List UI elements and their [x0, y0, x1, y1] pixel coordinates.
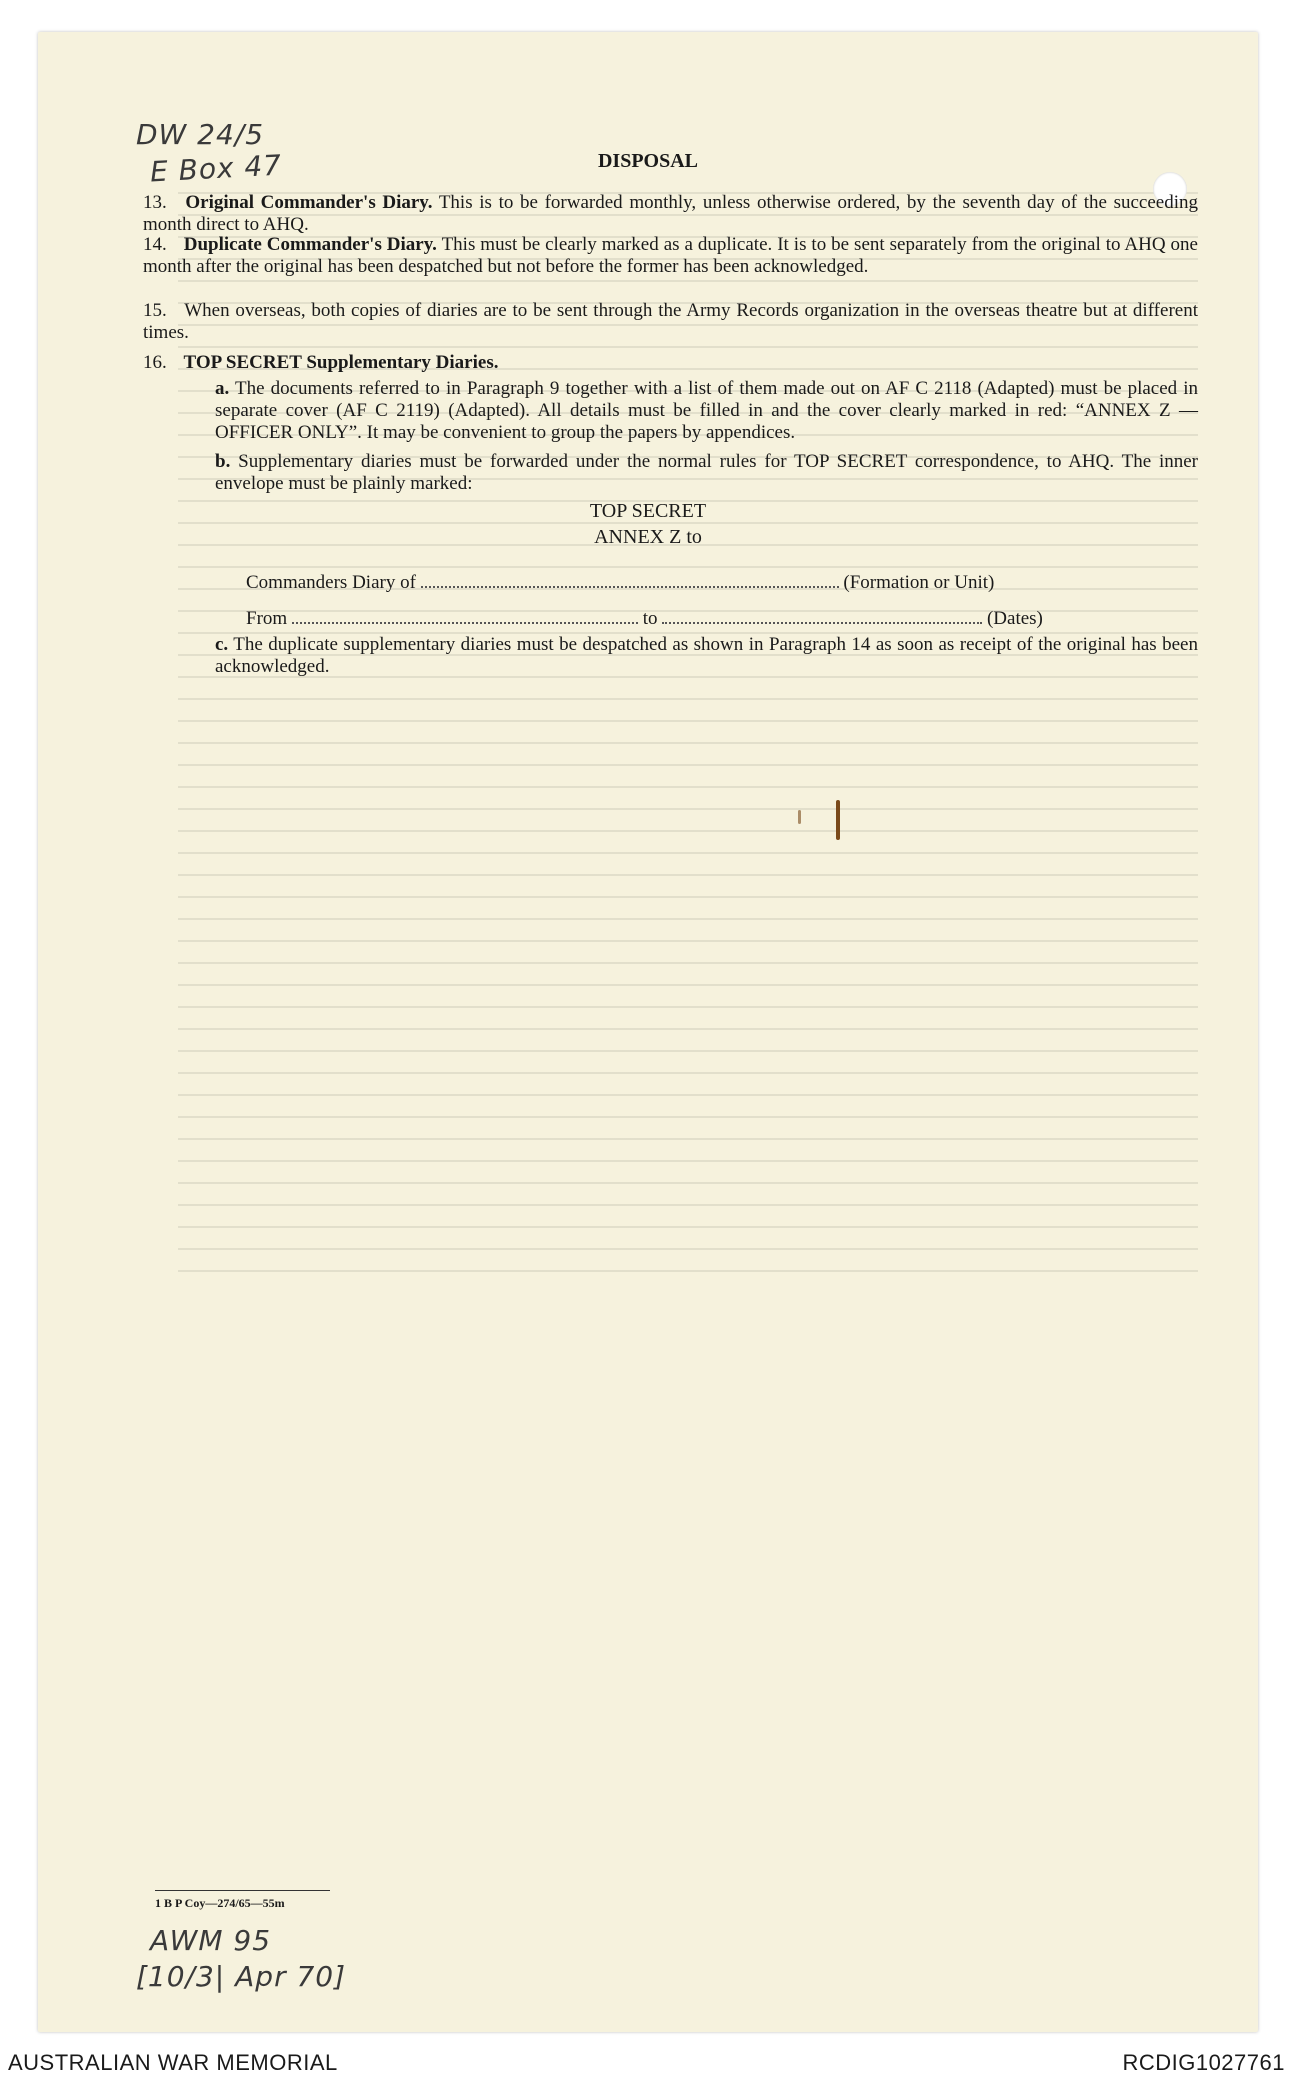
subparagraph-16c [215, 634, 1198, 678]
diary-of-line [246, 570, 994, 594]
from-label: From [246, 608, 288, 629]
printer-imprint: 1 B P Coy—274/65—55m [155, 1896, 285, 1910]
marking-line-annex: ANNEX Z to [594, 526, 702, 548]
dates-suffix: (Dates) [986, 608, 1043, 629]
subparagraph-label: c. [215, 634, 229, 655]
subparagraph-text: The duplicate supplementary diaries must be despatched as shown in Paragraph 14 as soon as receipt of the original has been acknowledged. [215, 634, 1198, 677]
to-label: to [642, 608, 658, 629]
diary-of-label: Commanders Diary of [246, 572, 416, 593]
institution-caption: AUSTRALIAN WAR MEMORIAL [8, 2050, 338, 2075]
dates-line [246, 606, 1043, 630]
paragraph-text: This must be clearly marked as a duplicate. It is to be sent separately from the original to AHQ one month after the original has been despatched but not before the former has been acknowledged. [143, 234, 1198, 277]
paragraph-14 [143, 234, 1198, 278]
handwritten-item-reference: [10/3| Apr 70] [136, 1960, 347, 1993]
subparagraph-16a [215, 378, 1198, 444]
subparagraph-label: b. [215, 451, 231, 472]
record-id-caption: RCDIG1027761 [1122, 2050, 1285, 2075]
subparagraph-16b [215, 451, 1198, 495]
printer-rule [155, 1890, 330, 1891]
blank-fill-from-date [292, 606, 638, 624]
paragraph-number: 16. [143, 352, 167, 373]
paragraph-13 [143, 192, 1198, 236]
paragraph-title: Duplicate Commander's Diary. [183, 234, 437, 255]
handwritten-reference-2: E Box 47 [149, 148, 283, 189]
handwritten-reference-1: DW 24/5 [136, 118, 265, 151]
paragraph-15 [143, 300, 1198, 344]
subparagraph-label: a. [215, 378, 230, 399]
section-heading: DISPOSAL [597, 150, 699, 172]
ink-stain [836, 800, 840, 840]
ink-stain [798, 810, 801, 824]
diary-of-suffix: (Formation or Unit) [843, 572, 995, 593]
paragraph-text: This is to be forwarded monthly, unless otherwise ordered, by the seventh day of the succeeding month direct to AHQ. [143, 192, 1198, 235]
paragraph-number: 14. [143, 234, 167, 255]
paragraph-text: When overseas, both copies of diaries are to be sent through the Army Records organization in the overseas theatre but at different times. [143, 300, 1198, 343]
paragraph-number: 13. [143, 192, 167, 213]
paragraph-title: Original Commander's Diary. [185, 192, 433, 213]
document-page [38, 32, 1258, 2032]
blank-fill-to-date [662, 606, 982, 624]
paragraph-16 [143, 352, 1198, 374]
marking-line-top-secret: TOP SECRET [589, 500, 707, 522]
subparagraph-text: The documents referred to in Paragraph 9 together with a list of them made out on AF C 2118 (Adapted) must be placed in separate cover (AF C 2119) (Adapted). All details must be filled in and the cover clearly marked in red: “ANNEX Z — OFFICER ONLY”. It may be convenient to group the papers by appendices. [215, 378, 1198, 443]
handwritten-series-number: AWM 95 [150, 1924, 272, 1957]
subparagraph-text: Supplementary diaries must be forwarded under the normal rules for TOP SECRET correspondence, to AHQ. The inner envelope must be plainly marked: [215, 451, 1198, 494]
blank-fill-formation [421, 570, 839, 588]
paragraph-title: TOP SECRET Supplementary Diaries. [183, 352, 499, 373]
paragraph-number: 15. [143, 300, 167, 321]
